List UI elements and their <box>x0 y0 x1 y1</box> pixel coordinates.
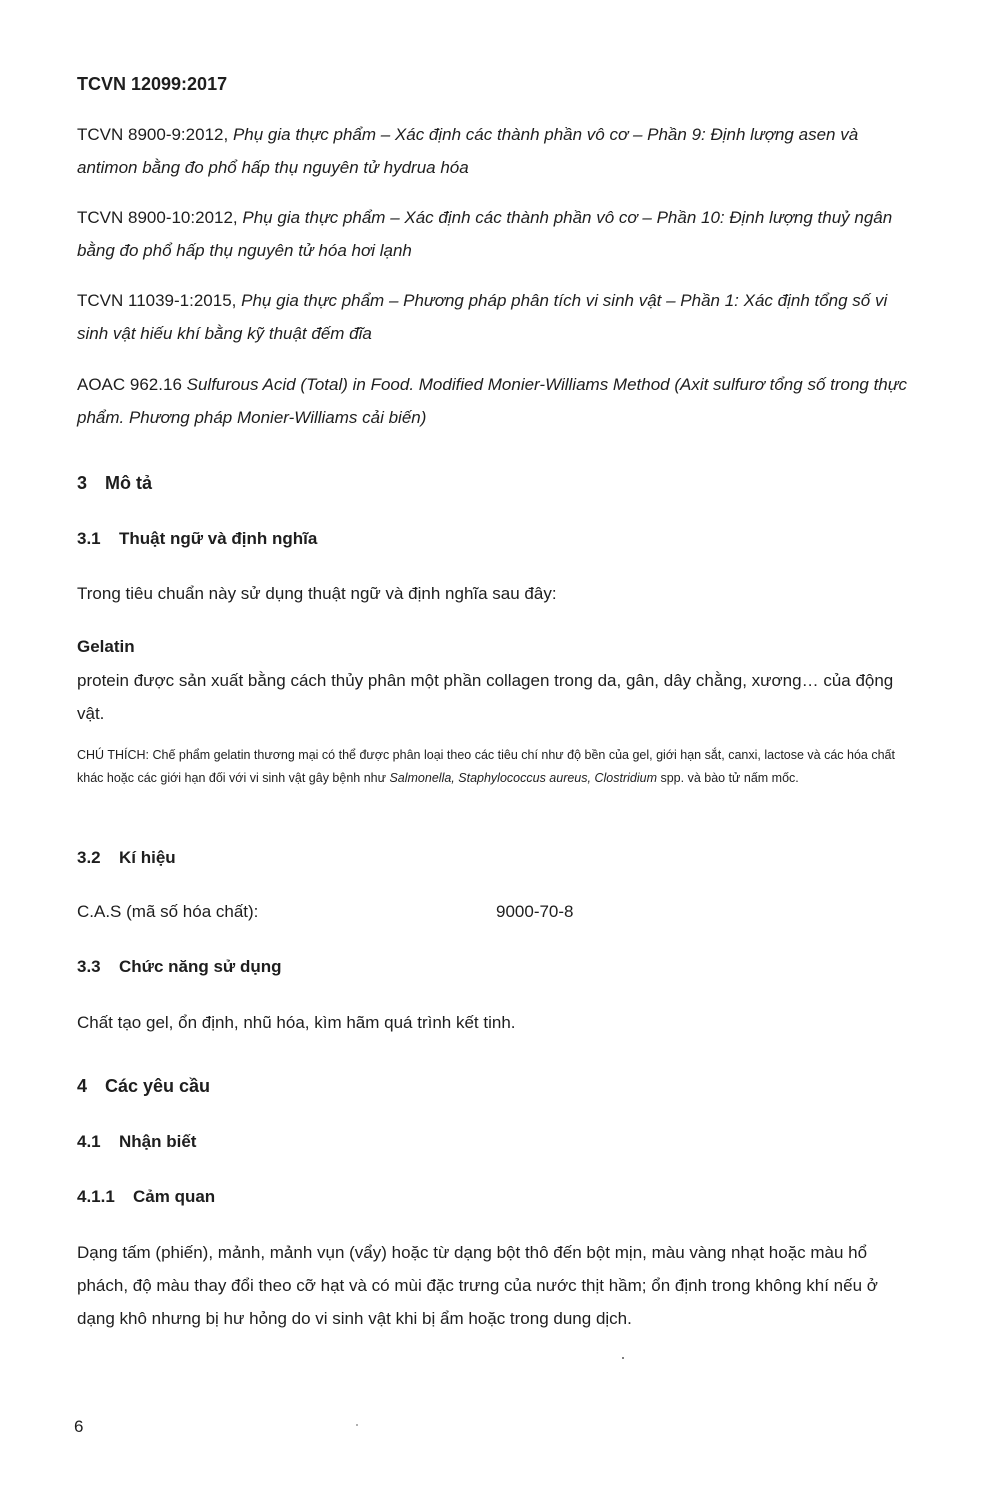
subsection-heading <box>77 957 282 977</box>
paragraph: Chất tạo gel, ổn định, nhũ hóa, kìm hãm quá trình kết tinh. <box>77 1013 516 1032</box>
reference-title: Phụ gia thực phẩm – Phương pháp phân tích vi sinh vật – Phần 1: Xác định tổng số vi sinh vật hiếu khí bằng kỹ thuật đếm đĩa <box>77 291 888 343</box>
scan-speck <box>622 1357 624 1359</box>
note-text: Chế phẩm gelatin thương mại có thể được phân loại theo các tiêu chí như độ bền của gel, giới hạn sắt, canxi, lactose và các hóa chất khác hoặc các giới hạn đối với vi sinh vật gây bệnh như <box>77 748 895 785</box>
scan-speck <box>356 1424 358 1426</box>
reference-item <box>77 201 919 267</box>
reference-title: Phụ gia thực phẩm – Xác định các thành phần vô cơ – Phần 10: Định lượng thuỷ ngân bằng đo phổ hấp thụ nguyên tử hóa hơi lạnh <box>77 208 893 260</box>
reference-title: Phụ gia thực phẩm – Xác định các thành phần vô cơ – Phần 9: Định lượng asen và antimon bằng đo phổ hấp thụ nguyên tử hydrua hóa <box>77 125 859 177</box>
subsection-number: 3.2 <box>77 848 101 867</box>
cas-value: 9000-70-8 <box>496 902 574 921</box>
subsection-number: 4.1 <box>77 1132 101 1151</box>
section-title: Các yêu cầu <box>105 1076 211 1096</box>
standard-id: TCVN 12099:2017 <box>77 74 228 94</box>
note-organism: Staphylococcus aureus, <box>458 771 591 785</box>
term-definition: protein được sản xuất bằng cách thủy phân một phần collagen trong da, gân, dây chằng, xương… của động vật. <box>77 671 894 723</box>
cas-label: C.A.S (mã số hóa chất): <box>77 902 259 921</box>
section-number: 3 <box>77 473 88 493</box>
page-number: 6 <box>74 1417 84 1436</box>
section-number: 4 <box>77 1076 88 1096</box>
subsection-heading <box>77 1132 196 1152</box>
term-heading: Gelatin <box>77 637 135 656</box>
reference-code: AOAC 962.16 <box>77 375 182 394</box>
reference-code: TCVN 8900-9:2012, <box>77 125 229 144</box>
note-organism: Salmonella, <box>389 771 455 785</box>
section-heading <box>77 1076 210 1097</box>
reference-code: TCVN 11039-1:2015, <box>77 291 237 310</box>
subsubsection-heading <box>77 1187 215 1207</box>
subsection-heading <box>77 848 176 868</box>
subsection-number: 3.3 <box>77 957 101 976</box>
note-organism: Clostridium <box>594 771 657 785</box>
section-heading <box>77 473 152 494</box>
subsection-title: Nhận biết <box>119 1132 197 1151</box>
subsubsection-number: 4.1.1 <box>77 1187 115 1206</box>
reference-title: Sulfurous Acid (Total) in Food. Modified Monier-Williams Method (Axit sulfurơ tổng số trong thực phẩm. Phương pháp Monier-Williams cải biến) <box>77 375 908 427</box>
note-label: CHÚ THÍCH: <box>77 748 149 762</box>
subsection-heading <box>77 529 317 549</box>
note <box>77 744 919 790</box>
reference-item <box>77 118 919 184</box>
reference-item <box>77 284 919 350</box>
section-title: Mô tả <box>105 473 152 493</box>
note-text: spp. và bào tử nấm mốc. <box>660 771 799 785</box>
reference-item <box>77 368 919 434</box>
reference-code: TCVN 8900-10:2012, <box>77 208 238 227</box>
subsection-title: Chức năng sử dụng <box>119 957 282 976</box>
paragraph: Dạng tấm (phiến), mảnh, mảnh vụn (vẩy) hoặc từ dạng bột thô đến bột mịn, màu vàng nhạt hoặc màu hổ phách, độ màu thay đổi theo cỡ hạt và có mùi đặc trưng của nước thịt hầm; ổn định trong không khí nếu ở dạng khô nhưng bị hư hỏng do vi sinh vật khi bị ẩm hoặc trong dung dịch. <box>77 1243 878 1328</box>
subsection-title: Thuật ngữ và định nghĩa <box>119 529 318 548</box>
subsection-title: Kí hiệu <box>119 848 176 867</box>
paragraph: Trong tiêu chuẩn này sử dụng thuật ngữ và định nghĩa sau đây: <box>77 584 557 603</box>
subsubsection-title: Cảm quan <box>133 1187 216 1206</box>
subsection-number: 3.1 <box>77 529 101 548</box>
